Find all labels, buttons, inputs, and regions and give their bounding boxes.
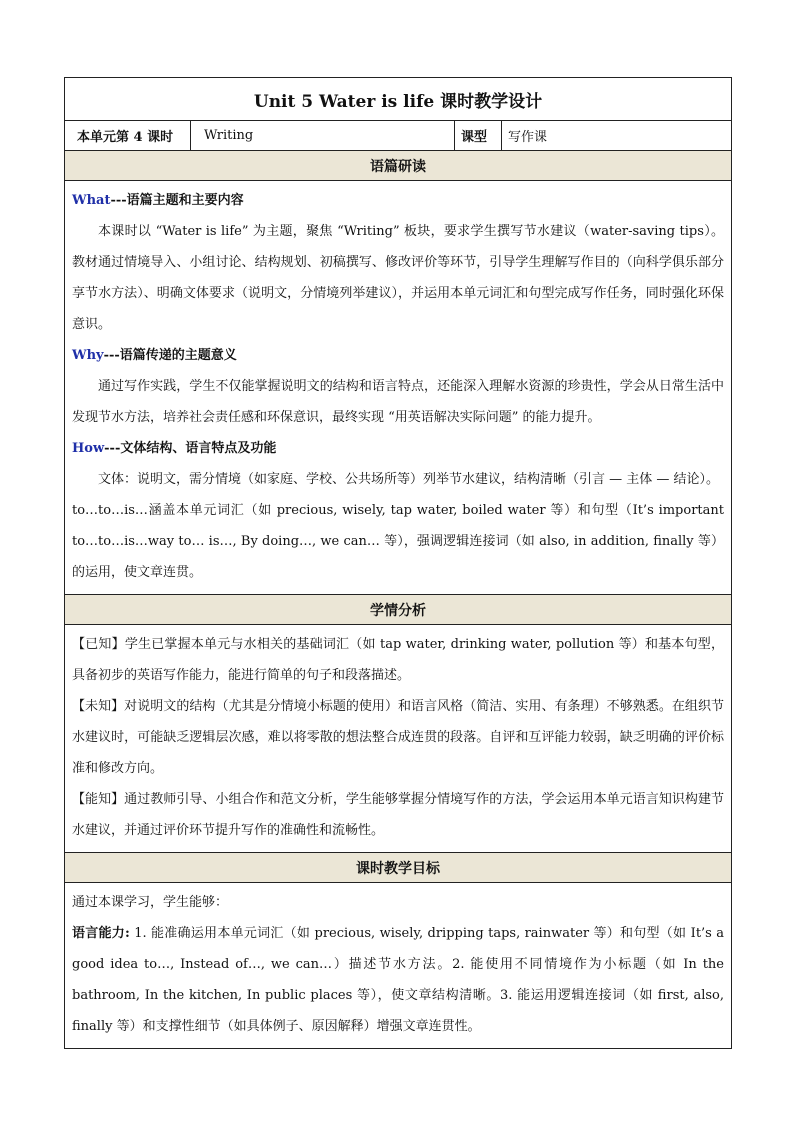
section-header-student-analysis: 学情分析	[65, 595, 732, 625]
why-paragraph: 通过写作实践，学生不仅能掌握说明文的结构和语言特点，还能深入理解水资源的珍贵性，学会从日常生活中发现节水方法，培养社会责任感和环保意识，最终实现 “用英语解决实际问题” 的能力提升。	[72, 379, 724, 425]
lesson-number-label: 本单元第 4 课时	[65, 121, 191, 151]
lesson-type-value: 写作课	[502, 121, 732, 151]
document-title: Unit 5 Water is life 课时教学设计	[65, 78, 732, 121]
how-paragraph-style: 文体：说明文，需分情境（如家庭、学校、公共场所等）列举节水建议，结构清晰（引言 — 主体 — 结论）。	[98, 472, 720, 487]
lesson-plan-table	[64, 77, 732, 1049]
how-paragraph-language: to…to…is…涵盖本单元词汇（如 precious, wisely, tap water, boiled water 等）和句型（It’s important to…to…is…way to… is…, By doing…, we can… 等），强调逻辑连接词（如 also, in addition, finally 等）的运用，使文章连贯。	[72, 503, 724, 580]
objectives-intro: 通过本课学习，学生能够：	[72, 895, 229, 910]
info-row	[65, 121, 732, 151]
lesson-type-label: 课型	[455, 121, 502, 151]
what-paragraph: 本课时以 “Water is life” 为主题，聚焦 “Writing” 板块，要求学生撰写节水建议（water-saving tips）。教材通过情境导入、小组讨论、结构规划、初稿撰写、修改评价等环节，引导学生理解写作目的（向科学俱乐部分享节水方法）、明确文体要求（说明文，分情境列举建议），并运用本单元词汇和句型完成写作任务，同时强化环保意识。	[72, 224, 724, 332]
student-analysis-body	[65, 625, 732, 853]
text-analysis-body	[65, 181, 732, 595]
section-header-objectives: 课时教学目标	[65, 853, 732, 883]
section-header-text-analysis: 语篇研读	[65, 151, 732, 181]
what-heading: What---语篇主题和主要内容	[72, 193, 244, 208]
unknown-paragraph: 【未知】对说明文的结构（尤其是分情境小标题的使用）和语言风格（简洁、实用、有条理）不够熟悉。在组织节水建议时，可能缺乏逻辑层次感，难以将零散的想法整合成连贯的段落。自评和互评能力较弱，缺乏明确的评价标准和修改方向。	[72, 699, 724, 776]
why-heading: Why---语篇传递的主题意义	[72, 348, 237, 363]
known-paragraph: 【已知】学生已掌握本单元与水相关的基础词汇（如 tap water, drinking water, pollution 等）和基本句型，具备初步的英语写作能力，能进行简单的句子和段落描述。	[72, 637, 724, 683]
able-paragraph: 【能知】通过教师引导、小组合作和范文分析，学生能够掌握分情境写作的方法，学会运用本单元语言知识构建节水建议，并通过评价环节提升写作的准确性和流畅性。	[72, 792, 724, 838]
language-ability-paragraph: 语言能力: 1. 能准确运用本单元词汇（如 precious, wisely, dripping taps, rainwater 等）和句型（如 It’s a good idea to…, Instead of…, we can…）描述节水方法。2. 能使用不同情境作为小标题（如 In the bathroom, In the kitchen, In public places 等），使文章结构清晰。3. 能运用逻辑连接词（如 first, also, finally 等）和支撑性细节（如具体例子、原因解释）增强文章连贯性。	[72, 926, 724, 1034]
objectives-body	[65, 883, 732, 1049]
how-heading: How---文体结构、语言特点及功能	[72, 441, 277, 456]
lesson-topic: Writing	[191, 121, 455, 151]
